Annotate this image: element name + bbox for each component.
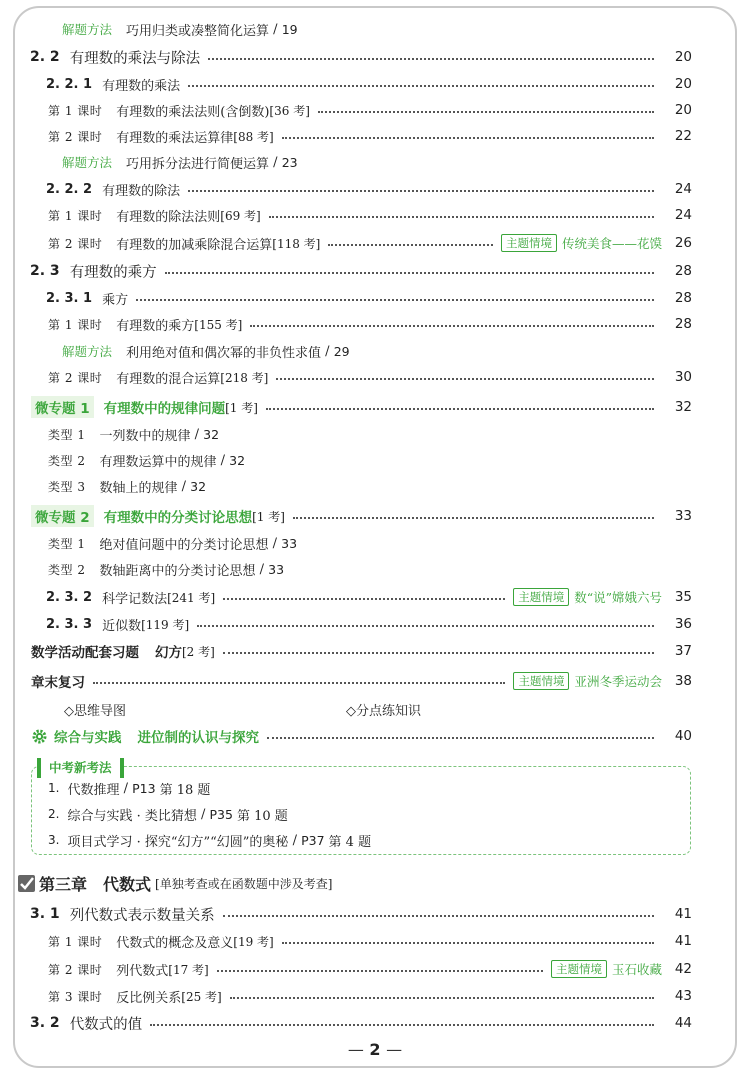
- type-text: 一列数中的规律: [99, 428, 191, 444]
- exam-count: [25 考]: [181, 989, 222, 1004]
- method-label: 解题方法: [62, 155, 113, 170]
- lesson-label: 第 2 课时: [48, 129, 103, 144]
- dot-leader: [188, 190, 654, 192]
- mindmap-item[interactable]: ◇思维导图: [64, 703, 126, 719]
- toc-review-row[interactable]: [0, 668, 750, 694]
- page-number: 20: [674, 102, 692, 118]
- exam-count: [218 考]: [220, 370, 269, 385]
- exam-item[interactable]: 1. 代数推理 / P13 第 18 题: [48, 780, 211, 798]
- page-number: 37: [674, 643, 692, 659]
- lesson-title: 有理数的加减乘除混合运算: [116, 237, 273, 253]
- practice-subtitle: 进位制的认识与探究: [137, 730, 259, 746]
- activity-subtitle: 幻方: [155, 645, 182, 661]
- type-text: 绝对值问题中的分类讨论思想: [99, 537, 269, 553]
- lesson-label: 第 2 课时: [48, 962, 103, 977]
- footer-page-number: 2: [369, 1040, 381, 1059]
- exam-count: [118 考]: [272, 236, 321, 251]
- dot-leader: [188, 85, 654, 87]
- page-number: 36: [674, 616, 692, 632]
- page-number: 43: [674, 988, 692, 1004]
- section-title: 代数式的值: [69, 1016, 143, 1033]
- dot-leader: [266, 408, 654, 410]
- toc-subsection-row[interactable]: [0, 176, 750, 202]
- page-number: 42: [674, 961, 692, 977]
- gear-icon: [31, 728, 48, 745]
- page-number: 28: [674, 263, 692, 279]
- subsection-number: 2. 3. 2: [46, 589, 93, 605]
- type-label: 类型 1: [48, 427, 86, 442]
- exam-count: [241 考]: [167, 590, 216, 605]
- toc-type-row[interactable]: 类型 1 一列数中的规律 / 32: [48, 426, 220, 444]
- subsection-number: 2. 3. 1: [46, 290, 93, 306]
- toc-type-row[interactable]: 类型 1 绝对值问题中的分类讨论思想 / 33: [48, 535, 298, 553]
- toc-lesson-row[interactable]: [0, 230, 750, 256]
- page-number: 28: [674, 290, 692, 306]
- toc-subsection-row[interactable]: [0, 285, 750, 311]
- page-number: 19: [281, 21, 298, 37]
- practice-item[interactable]: ◇分点练知识: [346, 703, 421, 719]
- toc-method-row[interactable]: 解题方法 巧用拆分法进行简便运算 / 23: [62, 154, 298, 172]
- toc-section-row[interactable]: [0, 1010, 750, 1036]
- toc-activity-row[interactable]: [0, 638, 750, 664]
- dot-leader: [93, 682, 505, 684]
- method-text: 利用绝对值和偶次幂的非负性求值: [126, 345, 322, 361]
- exam-item[interactable]: 3. 项目式学习 · 探究“幻方”“幻圆”的奥秘 / P37 第 4 题: [48, 832, 372, 850]
- theme-tag: 主题情境: [551, 960, 607, 978]
- method-text: 巧用归类或凑整简化运算: [126, 23, 270, 39]
- dot-leader: [136, 299, 654, 301]
- page-number: 38: [674, 673, 692, 689]
- dot-leader: [223, 652, 654, 654]
- dot-leader: [150, 1024, 654, 1026]
- page-number: 32: [229, 452, 246, 468]
- practice-title: 综合与实践: [54, 730, 122, 746]
- type-label: 类型 3: [48, 479, 86, 494]
- subsection-title: 有理数的乘法: [102, 78, 181, 94]
- dot-leader: [282, 137, 654, 139]
- micro-topic-title: 有理数中的分类讨论思想: [103, 510, 253, 526]
- section-title: 有理数的乘方: [69, 264, 157, 281]
- page-number: 40: [674, 728, 692, 744]
- toc-lesson-row[interactable]: [0, 956, 750, 982]
- exam-item[interactable]: 2. 综合与实践 · 类比猜想 / P35 第 10 题: [48, 806, 288, 824]
- dot-leader: [318, 111, 654, 113]
- theme-text: 传统美食——花馍: [561, 236, 662, 251]
- lesson-label: 第 1 课时: [48, 103, 103, 118]
- toc-micro-topic-row[interactable]: [0, 394, 750, 420]
- type-text: 数轴上的规律: [99, 480, 178, 496]
- dot-leader: [293, 517, 654, 519]
- exam-count: [119 考]: [141, 617, 190, 632]
- page-number: 20: [674, 76, 692, 92]
- subsection-number: 2. 2. 2: [46, 181, 93, 197]
- toc-lesson-row[interactable]: [0, 97, 750, 123]
- new-exam-methods-label: 中考新考法: [37, 758, 124, 778]
- section-number: 2. 3: [30, 263, 60, 279]
- chapter-title: 第三章 代数式: [39, 875, 152, 894]
- lesson-label: 第 1 课时: [48, 934, 103, 949]
- toc-lesson-row[interactable]: [0, 202, 750, 228]
- subsection-number: 2. 2. 1: [46, 76, 93, 92]
- page-number: 28: [674, 316, 692, 332]
- section-title: 列代数式表示数量关系: [69, 907, 215, 924]
- type-label: 类型 1: [48, 536, 86, 551]
- toc-lesson-row[interactable]: [0, 928, 750, 954]
- page-number: 26: [674, 235, 692, 251]
- toc-subsection-row[interactable]: [0, 611, 750, 637]
- toc-lesson-row[interactable]: [0, 983, 750, 1009]
- section-title: 有理数的乘法与除法: [69, 50, 201, 67]
- exam-count: [69 考]: [220, 208, 261, 223]
- checkbox-icon: [18, 875, 35, 892]
- dot-leader: [282, 942, 654, 944]
- lesson-title: 有理数的乘法运算律: [116, 130, 234, 146]
- page-number: 41: [674, 933, 692, 949]
- theme-text: 亚洲冬季运动会: [574, 674, 662, 689]
- page-number: 29: [333, 343, 350, 359]
- page-number: 33: [674, 508, 692, 524]
- toc-review-subitems: [0, 696, 750, 722]
- page-number: 35: [674, 589, 692, 605]
- exam-count: [155 考]: [194, 317, 243, 332]
- lesson-label: 第 2 课时: [48, 370, 103, 385]
- toc-section-row[interactable]: [0, 258, 750, 284]
- dot-leader: [208, 58, 654, 60]
- dot-leader: [276, 378, 654, 380]
- toc-subsection-row[interactable]: [0, 584, 750, 610]
- toc-type-row[interactable]: 类型 2 数轴距离中的分类讨论思想 / 33: [48, 561, 285, 579]
- page-number: 30: [674, 369, 692, 385]
- toc-type-row[interactable]: 类型 2 有理数运算中的规律 / 32: [48, 452, 246, 470]
- toc-micro-topic-row[interactable]: [0, 503, 750, 529]
- lesson-label: 第 1 课时: [48, 208, 103, 223]
- section-number: 3. 1: [30, 906, 60, 922]
- type-text: 数轴距离中的分类讨论思想: [99, 563, 256, 579]
- chapter-heading[interactable]: [18, 872, 332, 895]
- page-number: 22: [674, 128, 692, 144]
- dot-leader: [230, 997, 654, 999]
- theme-tag: 主题情境: [501, 234, 557, 252]
- lesson-title: 有理数的乘法法则(含倒数): [116, 104, 270, 120]
- lesson-title: 列代数式: [116, 963, 169, 979]
- chapter-note: [单独考查或在函数题中涉及考查]: [155, 877, 333, 891]
- lesson-title: 有理数的乘方: [116, 318, 195, 334]
- type-label: 类型 2: [48, 562, 86, 577]
- toc-section-row[interactable]: [0, 44, 750, 70]
- section-number: 3. 2: [30, 1015, 60, 1031]
- method-text: 巧用拆分法进行简便运算: [126, 156, 270, 172]
- dot-leader: [267, 737, 654, 739]
- type-text: 有理数运算中的规律: [99, 454, 217, 470]
- exam-count: [19 考]: [233, 934, 274, 949]
- exam-count: [1 考]: [225, 400, 258, 415]
- subsection-title: 有理数的除法: [102, 183, 181, 199]
- review-title: 章末复习: [31, 675, 85, 691]
- page-number: 44: [674, 1015, 692, 1031]
- page-footer: — 2 —: [347, 1040, 403, 1059]
- toc-lesson-row[interactable]: [0, 311, 750, 337]
- toc-practice-row[interactable]: [0, 723, 750, 749]
- exam-count: [17 考]: [168, 962, 209, 977]
- exam-count: [36 考]: [269, 103, 310, 118]
- lesson-label: 第 3 课时: [48, 989, 103, 1004]
- page-number: 32: [203, 426, 220, 442]
- dot-leader: [223, 915, 654, 917]
- page-number: 33: [281, 535, 298, 551]
- lesson-title: 有理数的混合运算: [116, 371, 221, 387]
- page-number: 20: [674, 49, 692, 65]
- toc-subsection-row[interactable]: [0, 71, 750, 97]
- subsection-title: 乘方: [102, 292, 129, 308]
- page-number: 41: [674, 906, 692, 922]
- exam-count: [1 考]: [252, 509, 285, 524]
- micro-topic-badge: 微专题 1: [31, 396, 94, 418]
- dot-leader: [269, 216, 654, 218]
- micro-topic-title: 有理数中的规律问题: [103, 401, 226, 417]
- toc-method-row[interactable]: 解题方法 利用绝对值和偶次幂的非负性求值 / 29: [62, 343, 350, 361]
- dot-leader: [217, 970, 543, 972]
- page-number: 23: [281, 154, 298, 170]
- subsection-title: 近似数: [102, 618, 142, 634]
- subsection-number: 2. 3. 3: [46, 616, 93, 632]
- micro-topic-badge: 微专题 2: [31, 505, 94, 527]
- page-number: 32: [190, 478, 207, 494]
- dot-leader: [197, 625, 654, 627]
- theme-text: 数“说”嫦娥六号: [574, 590, 662, 605]
- toc-lesson-row[interactable]: [0, 123, 750, 149]
- lesson-label: 第 2 课时: [48, 236, 103, 251]
- theme-tag: 主题情境: [513, 588, 569, 606]
- subsection-title: 科学记数法: [102, 591, 168, 607]
- activity-title: 数学活动配套习题: [31, 645, 139, 661]
- page-number: 24: [674, 207, 692, 223]
- toc-lesson-row[interactable]: [0, 364, 750, 390]
- dot-leader: [223, 598, 505, 600]
- method-label: 解题方法: [62, 344, 113, 359]
- dot-leader: [328, 244, 493, 246]
- dot-leader: [165, 272, 654, 274]
- theme-text: 玉石收藏: [611, 962, 662, 977]
- exam-count: [2 考]: [182, 644, 215, 659]
- toc-method-row[interactable]: 解题方法 巧用归类或凑整简化运算 / 19: [62, 21, 298, 39]
- type-label: 类型 2: [48, 453, 86, 468]
- method-label: 解题方法: [62, 22, 113, 37]
- lesson-label: 第 1 课时: [48, 317, 103, 332]
- page-number: 24: [674, 181, 692, 197]
- theme-tag: 主题情境: [513, 672, 569, 690]
- toc-section-row[interactable]: [0, 901, 750, 927]
- toc-type-row[interactable]: 类型 3 数轴上的规律 / 32: [48, 478, 207, 496]
- page-number: 33: [268, 561, 285, 577]
- exam-count: [88 考]: [233, 129, 274, 144]
- page-number: 32: [674, 399, 692, 415]
- lesson-title: 代数式的概念及意义: [116, 935, 234, 951]
- section-number: 2. 2: [30, 49, 60, 65]
- lesson-title: 反比例关系: [116, 990, 182, 1006]
- dot-leader: [250, 325, 654, 327]
- lesson-title: 有理数的除法法则: [116, 209, 221, 225]
